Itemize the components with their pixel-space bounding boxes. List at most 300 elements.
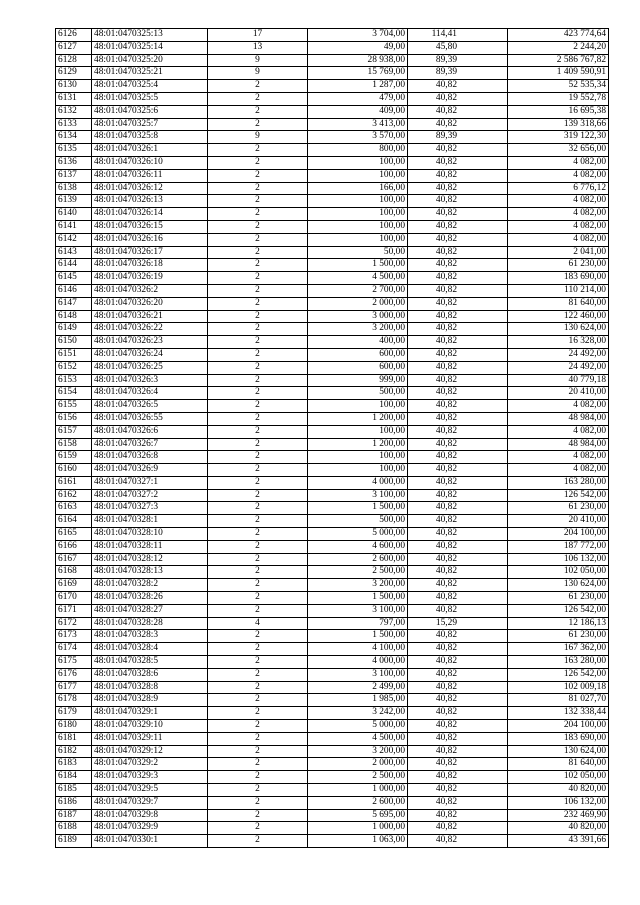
area-value-cell: 1 500,00 [308, 502, 408, 515]
row-number-cell: 6148 [56, 310, 92, 323]
cadastral-number-cell: 48:01:0470326:19 [92, 272, 208, 285]
group-code-cell: 2 [208, 451, 308, 464]
cadastral-number-cell: 48:01:0470326:1 [92, 144, 208, 157]
row-number-cell: 6128 [56, 54, 92, 67]
rate-value-cell: 40,82 [408, 579, 508, 592]
cadastral-value-cell: 61 230,00 [508, 630, 609, 643]
row-number-cell: 6155 [56, 400, 92, 413]
cadastral-value-cell: 2 586 767,82 [508, 54, 609, 67]
area-value-cell: 797,00 [308, 617, 408, 630]
area-value-cell: 5 000,00 [308, 720, 408, 733]
row-number-cell: 6146 [56, 284, 92, 297]
cadastral-number-cell: 48:01:0470326:10 [92, 156, 208, 169]
rate-value-cell: 40,82 [408, 681, 508, 694]
row-number-cell: 6167 [56, 553, 92, 566]
rate-value-cell: 40,82 [408, 771, 508, 784]
cadastral-number-cell: 48:01:0470326:11 [92, 169, 208, 182]
cadastral-value-cell: 106 132,00 [508, 553, 609, 566]
group-code-cell: 2 [208, 630, 308, 643]
area-value-cell: 100,00 [308, 400, 408, 413]
cadastral-value-cell: 2 041,00 [508, 246, 609, 259]
cadastral-number-cell: 48:01:0470328:3 [92, 630, 208, 643]
cadastral-number-cell: 48:01:0470326:20 [92, 297, 208, 310]
cadastral-number-cell: 48:01:0470328:12 [92, 553, 208, 566]
group-code-cell: 2 [208, 233, 308, 246]
cadastral-value-cell: 319 122,30 [508, 131, 609, 144]
cadastral-number-cell: 48:01:0470326:12 [92, 182, 208, 195]
table-row [56, 284, 609, 297]
row-number-cell: 6160 [56, 464, 92, 477]
group-code-cell: 2 [208, 412, 308, 425]
rate-value-cell: 40,82 [408, 553, 508, 566]
rate-value-cell: 40,82 [408, 156, 508, 169]
row-number-cell: 6186 [56, 796, 92, 809]
row-number-cell: 6156 [56, 412, 92, 425]
cadastral-number-cell: 48:01:0470328:10 [92, 528, 208, 541]
row-number-cell: 6138 [56, 182, 92, 195]
group-code-cell: 2 [208, 502, 308, 515]
group-code-cell: 2 [208, 425, 308, 438]
table-row [56, 451, 609, 464]
row-number-cell: 6176 [56, 668, 92, 681]
table-row [56, 208, 609, 221]
cadastral-number-cell: 48:01:0470325:5 [92, 92, 208, 105]
cadastral-number-cell: 48:01:0470326:55 [92, 412, 208, 425]
area-value-cell: 1 200,00 [308, 412, 408, 425]
cadastral-value-cell: 61 230,00 [508, 592, 609, 605]
cadastral-value-cell: 32 656,00 [508, 144, 609, 157]
area-value-cell: 1 287,00 [308, 80, 408, 93]
group-code-cell: 2 [208, 387, 308, 400]
table-row [56, 374, 609, 387]
cadastral-value-cell: 40 820,00 [508, 784, 609, 797]
table-row [56, 694, 609, 707]
area-value-cell: 100,00 [308, 464, 408, 477]
table-row [56, 336, 609, 349]
rate-value-cell: 15,29 [408, 617, 508, 630]
cadastral-value-cell: 102 050,00 [508, 771, 609, 784]
group-code-cell: 2 [208, 528, 308, 541]
row-number-cell: 6142 [56, 233, 92, 246]
rate-value-cell: 40,82 [408, 476, 508, 489]
group-code-cell: 4 [208, 617, 308, 630]
row-number-cell: 6182 [56, 745, 92, 758]
table-row [56, 809, 609, 822]
cadastral-value-cell: 20 410,00 [508, 387, 609, 400]
area-value-cell: 100,00 [308, 425, 408, 438]
table-row [56, 771, 609, 784]
table-row [56, 540, 609, 553]
area-value-cell: 600,00 [308, 361, 408, 374]
cadastral-number-cell: 48:01:0470326:7 [92, 438, 208, 451]
rate-value-cell: 40,82 [408, 694, 508, 707]
table-row [56, 668, 609, 681]
row-number-cell: 6145 [56, 272, 92, 285]
group-code-cell: 2 [208, 144, 308, 157]
row-number-cell: 6154 [56, 387, 92, 400]
row-number-cell: 6165 [56, 528, 92, 541]
table-row [56, 169, 609, 182]
cadastral-number-cell: 48:01:0470326:8 [92, 451, 208, 464]
rate-value-cell: 40,82 [408, 92, 508, 105]
area-value-cell: 1 063,00 [308, 835, 408, 848]
cadastral-value-cell: 16 328,00 [508, 336, 609, 349]
table-row [56, 220, 609, 233]
group-code-cell: 2 [208, 771, 308, 784]
row-number-cell: 6137 [56, 169, 92, 182]
cadastral-value-cell: 4 082,00 [508, 156, 609, 169]
area-value-cell: 1 500,00 [308, 259, 408, 272]
table-row [56, 233, 609, 246]
cadastral-number-cell: 48:01:0470329:2 [92, 758, 208, 771]
rate-value-cell: 40,82 [408, 809, 508, 822]
rate-value-cell: 40,82 [408, 80, 508, 93]
group-code-cell: 2 [208, 438, 308, 451]
cadastral-number-cell: 48:01:0470326:6 [92, 425, 208, 438]
group-code-cell: 2 [208, 182, 308, 195]
group-code-cell: 2 [208, 464, 308, 477]
table-row [56, 259, 609, 272]
table-row [56, 464, 609, 477]
table-row [56, 412, 609, 425]
cadastral-value-table [55, 28, 609, 848]
rate-value-cell: 40,82 [408, 822, 508, 835]
area-value-cell: 4 600,00 [308, 540, 408, 553]
area-value-cell: 1 500,00 [308, 630, 408, 643]
row-number-cell: 6147 [56, 297, 92, 310]
cadastral-value-cell: 4 082,00 [508, 220, 609, 233]
rate-value-cell: 40,82 [408, 451, 508, 464]
table-row [56, 54, 609, 67]
cadastral-number-cell: 48:01:0470328:9 [92, 694, 208, 707]
cadastral-value-cell: 163 280,00 [508, 476, 609, 489]
row-number-cell: 6132 [56, 105, 92, 118]
rate-value-cell: 114,41 [408, 29, 508, 42]
cadastral-number-cell: 48:01:0470328:8 [92, 681, 208, 694]
group-code-cell: 2 [208, 553, 308, 566]
group-code-cell: 2 [208, 336, 308, 349]
rate-value-cell: 40,82 [408, 796, 508, 809]
cadastral-value-cell: 1 409 590,91 [508, 67, 609, 80]
cadastral-value-cell: 24 492,00 [508, 361, 609, 374]
cadastral-value-cell: 126 542,00 [508, 489, 609, 502]
cadastral-value-cell: 4 082,00 [508, 451, 609, 464]
cadastral-number-cell: 48:01:0470329:10 [92, 720, 208, 733]
rate-value-cell: 40,82 [408, 643, 508, 656]
group-code-cell: 9 [208, 67, 308, 80]
group-code-cell: 2 [208, 105, 308, 118]
cadastral-number-cell: 48:01:0470326:17 [92, 246, 208, 259]
cadastral-number-cell: 48:01:0470329:12 [92, 745, 208, 758]
rate-value-cell: 40,82 [408, 528, 508, 541]
cadastral-number-cell: 48:01:0470328:11 [92, 540, 208, 553]
group-code-cell: 2 [208, 272, 308, 285]
group-code-cell: 2 [208, 758, 308, 771]
cadastral-number-cell: 48:01:0470326:24 [92, 348, 208, 361]
table-row [56, 528, 609, 541]
cadastral-value-cell: 130 624,00 [508, 323, 609, 336]
rate-value-cell: 40,82 [408, 387, 508, 400]
group-code-cell: 13 [208, 41, 308, 54]
row-number-cell: 6141 [56, 220, 92, 233]
area-value-cell: 100,00 [308, 169, 408, 182]
table-row [56, 502, 609, 515]
rate-value-cell: 40,82 [408, 336, 508, 349]
cadastral-number-cell: 48:01:0470326:4 [92, 387, 208, 400]
cadastral-number-cell: 48:01:0470329:5 [92, 784, 208, 797]
table-row [56, 604, 609, 617]
cadastral-value-cell: 4 082,00 [508, 400, 609, 413]
row-number-cell: 6162 [56, 489, 92, 502]
cadastral-number-cell: 48:01:0470326:21 [92, 310, 208, 323]
rate-value-cell: 40,82 [408, 246, 508, 259]
group-code-cell: 2 [208, 310, 308, 323]
cadastral-value-cell: 52 535,34 [508, 80, 609, 93]
cadastral-number-cell: 48:01:0470330:1 [92, 835, 208, 848]
rate-value-cell: 40,82 [408, 105, 508, 118]
cadastral-value-cell: 110 214,00 [508, 284, 609, 297]
table-row [56, 105, 609, 118]
group-code-cell: 2 [208, 361, 308, 374]
cadastral-number-cell: 48:01:0470329:7 [92, 796, 208, 809]
rate-value-cell: 89,39 [408, 131, 508, 144]
cadastral-number-cell: 48:01:0470326:14 [92, 208, 208, 221]
table-row [56, 720, 609, 733]
area-value-cell: 2 000,00 [308, 297, 408, 310]
area-value-cell: 3 000,00 [308, 310, 408, 323]
table-row [56, 745, 609, 758]
row-number-cell: 6140 [56, 208, 92, 221]
area-value-cell: 49,00 [308, 41, 408, 54]
table-row [56, 438, 609, 451]
area-value-cell: 400,00 [308, 336, 408, 349]
cadastral-number-cell: 48:01:0470328:27 [92, 604, 208, 617]
cadastral-value-cell: 132 338,44 [508, 707, 609, 720]
cadastral-number-cell: 48:01:0470325:6 [92, 105, 208, 118]
rate-value-cell: 40,82 [408, 745, 508, 758]
cadastral-value-cell: 24 492,00 [508, 348, 609, 361]
cadastral-value-cell: 130 624,00 [508, 745, 609, 758]
area-value-cell: 2 000,00 [308, 758, 408, 771]
cadastral-value-cell: 12 186,13 [508, 617, 609, 630]
cadastral-value-cell: 4 082,00 [508, 208, 609, 221]
rate-value-cell: 40,82 [408, 348, 508, 361]
cadastral-value-cell: 204 100,00 [508, 528, 609, 541]
row-number-cell: 6126 [56, 29, 92, 42]
rate-value-cell: 40,82 [408, 438, 508, 451]
row-number-cell: 6151 [56, 348, 92, 361]
table-row [56, 630, 609, 643]
area-value-cell: 2 500,00 [308, 566, 408, 579]
row-number-cell: 6185 [56, 784, 92, 797]
area-value-cell: 1 500,00 [308, 592, 408, 605]
table-row [56, 617, 609, 630]
table-row [56, 732, 609, 745]
table-row [56, 131, 609, 144]
group-code-cell: 2 [208, 323, 308, 336]
area-value-cell: 3 570,00 [308, 131, 408, 144]
row-number-cell: 6180 [56, 720, 92, 733]
table-row [56, 182, 609, 195]
area-value-cell: 600,00 [308, 348, 408, 361]
area-value-cell: 3 704,00 [308, 29, 408, 42]
group-code-cell: 2 [208, 822, 308, 835]
table-row [56, 323, 609, 336]
row-number-cell: 6169 [56, 579, 92, 592]
group-code-cell: 2 [208, 681, 308, 694]
area-value-cell: 2 499,00 [308, 681, 408, 694]
cadastral-value-cell: 126 542,00 [508, 668, 609, 681]
rate-value-cell: 40,82 [408, 784, 508, 797]
area-value-cell: 28 938,00 [308, 54, 408, 67]
cadastral-number-cell: 48:01:0470328:28 [92, 617, 208, 630]
area-value-cell: 409,00 [308, 105, 408, 118]
row-number-cell: 6159 [56, 451, 92, 464]
cadastral-value-cell: 4 082,00 [508, 425, 609, 438]
area-value-cell: 100,00 [308, 220, 408, 233]
row-number-cell: 6130 [56, 80, 92, 93]
cadastral-number-cell: 48:01:0470325:21 [92, 67, 208, 80]
rate-value-cell: 40,82 [408, 502, 508, 515]
table-row [56, 796, 609, 809]
area-value-cell: 100,00 [308, 156, 408, 169]
cadastral-value-cell: 81 027,70 [508, 694, 609, 707]
row-number-cell: 6139 [56, 195, 92, 208]
cadastral-number-cell: 48:01:0470325:4 [92, 80, 208, 93]
area-value-cell: 4 000,00 [308, 656, 408, 669]
cadastral-number-cell: 48:01:0470328:1 [92, 515, 208, 528]
cadastral-value-cell: 183 690,00 [508, 732, 609, 745]
cadastral-value-cell: 40 820,00 [508, 822, 609, 835]
area-value-cell: 50,00 [308, 246, 408, 259]
area-value-cell: 3 200,00 [308, 745, 408, 758]
rate-value-cell: 40,82 [408, 297, 508, 310]
cadastral-value-cell: 48 984,00 [508, 438, 609, 451]
row-number-cell: 6181 [56, 732, 92, 745]
table-row [56, 643, 609, 656]
row-number-cell: 6170 [56, 592, 92, 605]
table-row [56, 656, 609, 669]
row-number-cell: 6129 [56, 67, 92, 80]
area-value-cell: 2 600,00 [308, 553, 408, 566]
table-row [56, 41, 609, 54]
rate-value-cell: 40,82 [408, 540, 508, 553]
cadastral-value-cell: 6 776,12 [508, 182, 609, 195]
table-row [56, 118, 609, 131]
area-value-cell: 100,00 [308, 208, 408, 221]
cadastral-value-cell: 126 542,00 [508, 604, 609, 617]
cadastral-value-cell: 43 391,66 [508, 835, 609, 848]
area-value-cell: 100,00 [308, 233, 408, 246]
cadastral-value-cell: 423 774,64 [508, 29, 609, 42]
area-value-cell: 4 500,00 [308, 732, 408, 745]
cadastral-number-cell: 48:01:0470328:5 [92, 656, 208, 669]
cadastral-number-cell: 48:01:0470326:5 [92, 400, 208, 413]
row-number-cell: 6153 [56, 374, 92, 387]
group-code-cell: 2 [208, 592, 308, 605]
table-row [56, 553, 609, 566]
row-number-cell: 6163 [56, 502, 92, 515]
cadastral-number-cell: 48:01:0470326:3 [92, 374, 208, 387]
group-code-cell: 2 [208, 246, 308, 259]
group-code-cell: 2 [208, 297, 308, 310]
rate-value-cell: 40,82 [408, 259, 508, 272]
area-value-cell: 1 000,00 [308, 784, 408, 797]
group-code-cell: 2 [208, 400, 308, 413]
cadastral-number-cell: 48:01:0470329:11 [92, 732, 208, 745]
area-value-cell: 4 500,00 [308, 272, 408, 285]
cadastral-number-cell: 48:01:0470328:13 [92, 566, 208, 579]
rate-value-cell: 40,82 [408, 220, 508, 233]
rate-value-cell: 40,82 [408, 732, 508, 745]
rate-value-cell: 40,82 [408, 323, 508, 336]
rate-value-cell: 40,82 [408, 835, 508, 848]
row-number-cell: 6152 [56, 361, 92, 374]
table-row [56, 348, 609, 361]
cadastral-number-cell: 48:01:0470326:15 [92, 220, 208, 233]
area-value-cell: 15 769,00 [308, 67, 408, 80]
rate-value-cell: 40,82 [408, 425, 508, 438]
rate-value-cell: 40,82 [408, 272, 508, 285]
cadastral-number-cell: 48:01:0470329:9 [92, 822, 208, 835]
table-row [56, 246, 609, 259]
row-number-cell: 6143 [56, 246, 92, 259]
row-number-cell: 6179 [56, 707, 92, 720]
table-row [56, 92, 609, 105]
row-number-cell: 6174 [56, 643, 92, 656]
group-code-cell: 2 [208, 656, 308, 669]
table-row [56, 272, 609, 285]
cadastral-value-cell: 16 695,38 [508, 105, 609, 118]
rate-value-cell: 45,80 [408, 41, 508, 54]
rate-value-cell: 40,82 [408, 169, 508, 182]
row-number-cell: 6184 [56, 771, 92, 784]
cadastral-value-cell: 40 779,18 [508, 374, 609, 387]
row-number-cell: 6178 [56, 694, 92, 707]
rate-value-cell: 89,39 [408, 67, 508, 80]
cadastral-number-cell: 48:01:0470325:13 [92, 29, 208, 42]
rate-value-cell: 40,82 [408, 720, 508, 733]
rate-value-cell: 40,82 [408, 144, 508, 157]
rate-value-cell: 40,82 [408, 707, 508, 720]
cadastral-number-cell: 48:01:0470326:9 [92, 464, 208, 477]
rate-value-cell: 89,39 [408, 54, 508, 67]
row-number-cell: 6175 [56, 656, 92, 669]
cadastral-number-cell: 48:01:0470329:8 [92, 809, 208, 822]
rate-value-cell: 40,82 [408, 464, 508, 477]
table-row [56, 361, 609, 374]
table-row [56, 144, 609, 157]
cadastral-number-cell: 48:01:0470328:26 [92, 592, 208, 605]
row-number-cell: 6173 [56, 630, 92, 643]
rate-value-cell: 40,82 [408, 208, 508, 221]
group-code-cell: 2 [208, 348, 308, 361]
cadastral-value-cell: 2 244,20 [508, 41, 609, 54]
row-number-cell: 6144 [56, 259, 92, 272]
row-number-cell: 6188 [56, 822, 92, 835]
group-code-cell: 2 [208, 707, 308, 720]
cadastral-value-cell: 187 772,00 [508, 540, 609, 553]
cadastral-value-cell: 48 984,00 [508, 412, 609, 425]
cadastral-number-cell: 48:01:0470328:2 [92, 579, 208, 592]
area-value-cell: 166,00 [308, 182, 408, 195]
group-code-cell: 2 [208, 540, 308, 553]
rate-value-cell: 40,82 [408, 310, 508, 323]
cadastral-number-cell: 48:01:0470327:1 [92, 476, 208, 489]
cadastral-value-cell: 61 230,00 [508, 259, 609, 272]
group-code-cell: 2 [208, 208, 308, 221]
area-value-cell: 5 000,00 [308, 528, 408, 541]
